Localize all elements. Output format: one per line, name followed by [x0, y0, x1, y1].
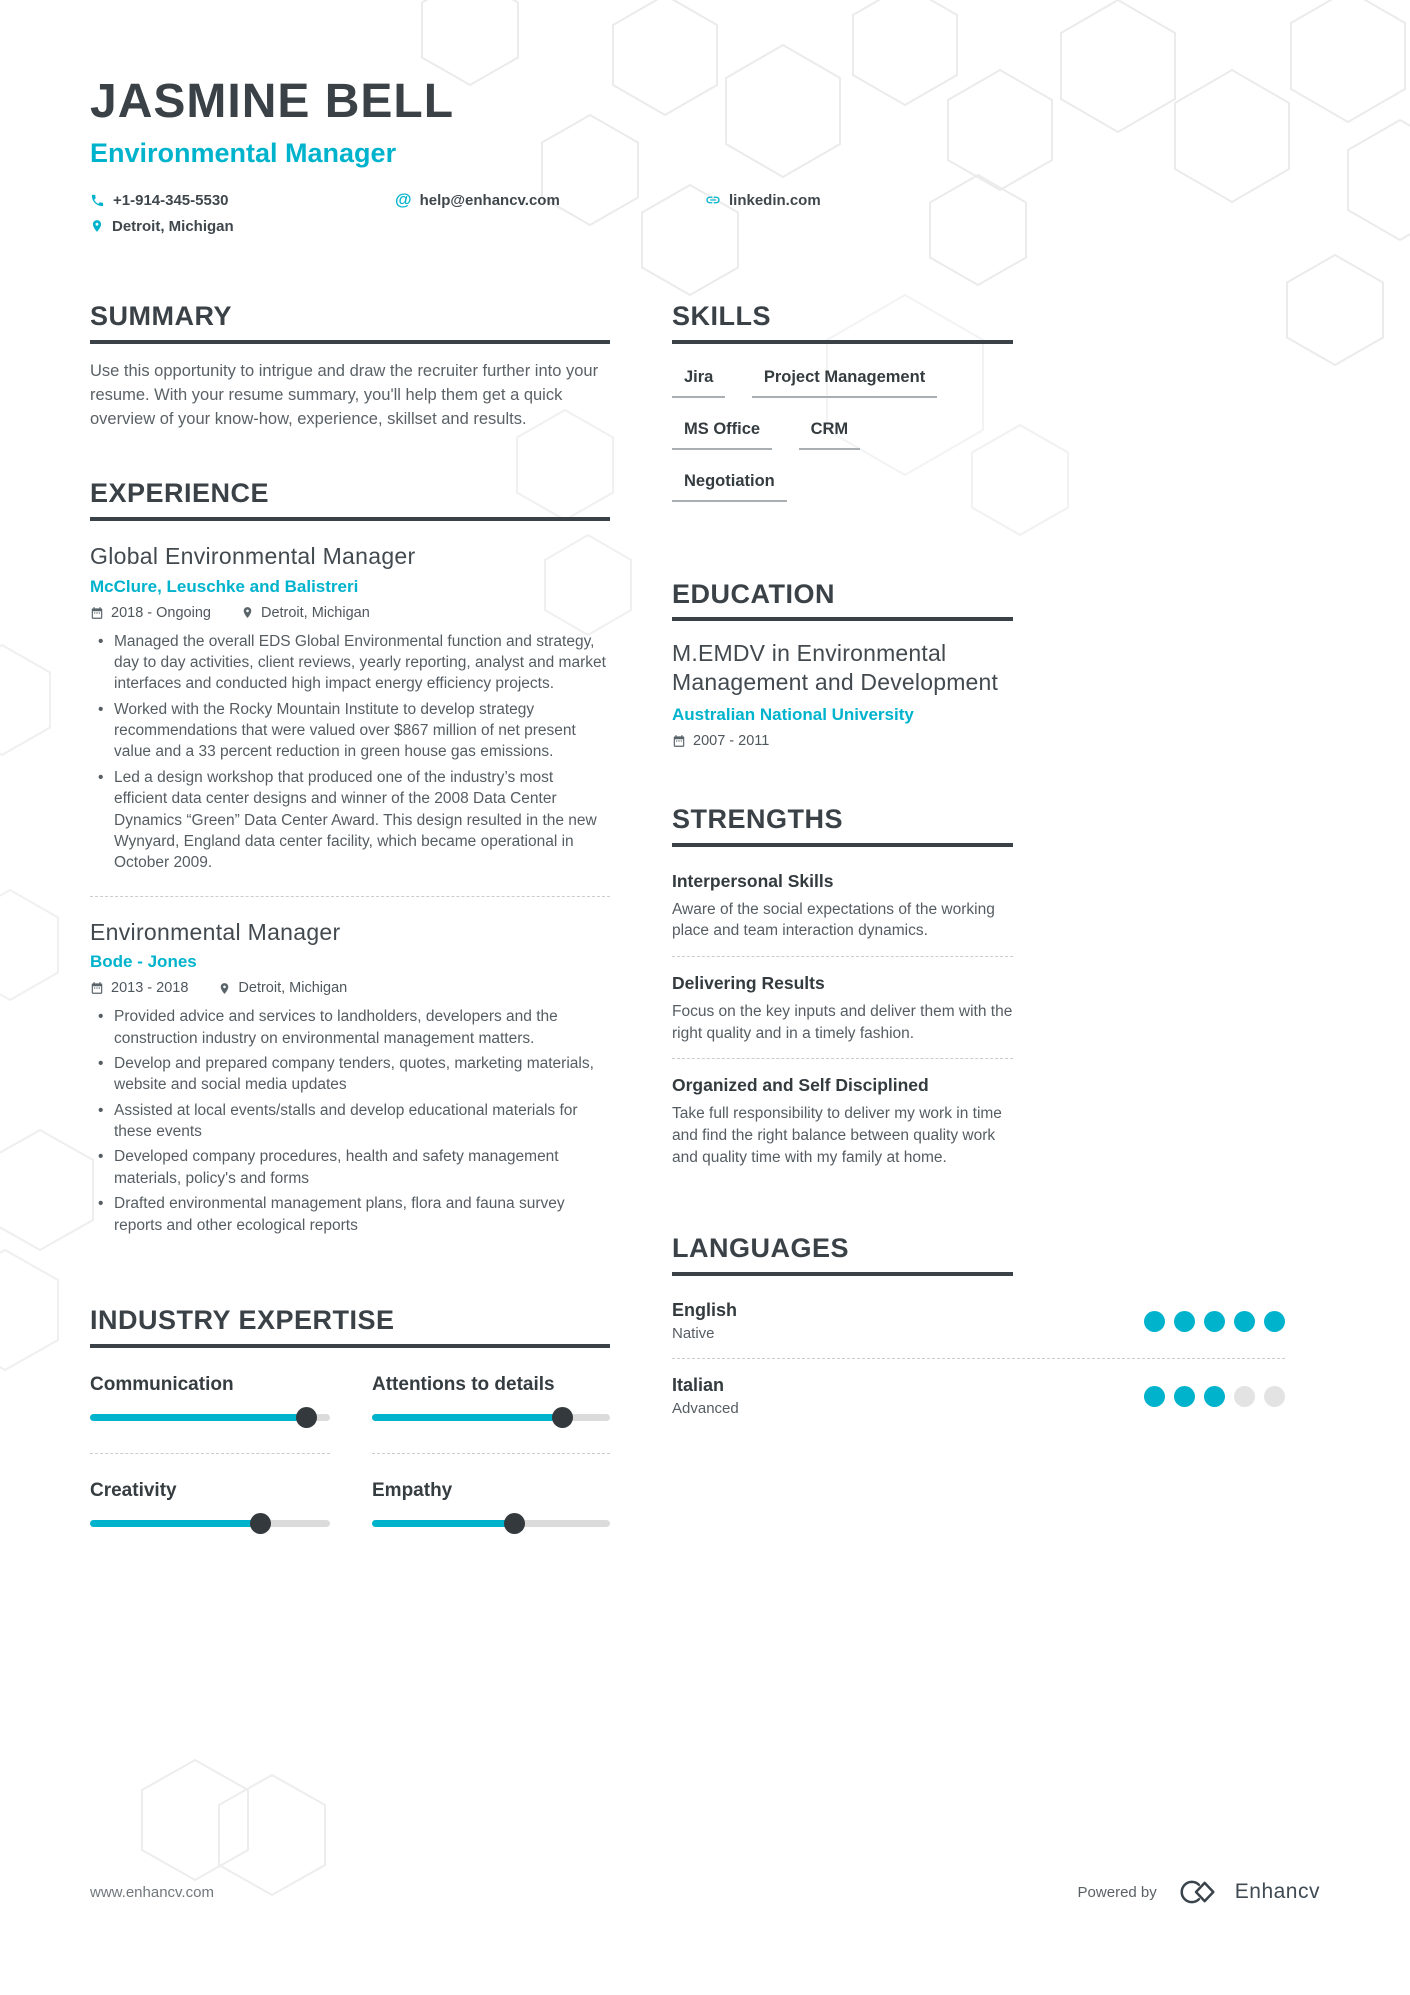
section-experience: [90, 479, 610, 1257]
education-degree: M.EMDV in Environmental Management and Development: [672, 640, 999, 696]
proficiency-dot-filled: [1174, 1386, 1195, 1407]
strength-text: Focus on the key inputs and deliver them with the right quality and in a timely fashion.: [672, 1002, 1013, 1042]
job-dates: 2018 - Ongoing: [90, 605, 211, 621]
expertise-slider: [90, 1520, 330, 1527]
languages-heading: LANGUAGES: [672, 1234, 1013, 1276]
language-name: English: [672, 1300, 738, 1321]
skill-item: MS Office: [672, 420, 772, 450]
phone-number: +1-914-345-5530: [113, 191, 229, 209]
proficiency-dot-filled: [1144, 1386, 1165, 1407]
language-item: [672, 1284, 1285, 1358]
expertise-label: Attentions to details: [372, 1373, 555, 1395]
contact-email[interactable]: [395, 190, 705, 210]
expertise-label: Creativity: [90, 1479, 177, 1501]
skills-heading: SKILLS: [672, 302, 1013, 344]
contact-info: [90, 187, 1330, 239]
proficiency-dot-filled: [1174, 1311, 1195, 1332]
skill-item: Jira: [672, 368, 725, 398]
slider-fill: [372, 1520, 515, 1527]
job-bullet: • Developed company procedures, health and safety management materials, policy's and forms: [90, 1146, 610, 1189]
section-strengths: [672, 805, 1013, 1183]
expertise-slider: [372, 1414, 610, 1421]
proficiency-dot-empty: [1234, 1386, 1255, 1407]
strength-item: [672, 855, 1013, 956]
expertise-label: Empathy: [372, 1479, 453, 1501]
powered-by-label: Powered by: [1077, 1883, 1157, 1901]
strengths-heading: STRENGTHS: [672, 805, 1013, 847]
contact-location: [90, 218, 234, 235]
footer-website-link[interactable]: www.enhancv.com: [90, 1883, 214, 1901]
calendar-icon: [90, 981, 104, 995]
strength-text: Take full responsibility to deliver my work in time and find the right balance between quality work and quality time with my family at home.: [672, 1105, 1002, 1166]
proficiency-dot-filled: [1204, 1311, 1225, 1332]
candidate-job-title: Environmental Manager: [90, 138, 397, 168]
strength-title: Interpersonal Skills: [672, 870, 834, 891]
job-bullet: • Worked with the Rocky Mountain Institute to develop strategy recommendations that were valued over $867 million of net present value and a 33 percent reduction in green house gas emissions.: [90, 699, 610, 763]
job-bullet: • Led a design workshop that produced one of the industry’s most efficient data center designs and winner of the 2008 Data Center Dynamics “Green” Data Center Award. This design resulted in the new Wynyard, England data center facility, which became operational in October 2009.: [90, 767, 610, 874]
education-school: Australian National University: [672, 704, 914, 724]
section-education: [672, 580, 1013, 749]
job-location: Detroit, Michigan: [218, 980, 347, 996]
experience-entry: [90, 896, 610, 1258]
enhancv-logo-icon: [1171, 1878, 1221, 1906]
slider-fill: [90, 1520, 260, 1527]
proficiency-dot-filled: [1234, 1311, 1255, 1332]
job-company: McClure, Leuschke and Balistreri: [90, 576, 359, 596]
skill-item: Project Management: [752, 368, 937, 398]
section-languages: [672, 1234, 1013, 1433]
brand-name: Enhancv: [1234, 1880, 1320, 1903]
language-level: Native: [672, 1325, 715, 1343]
proficiency-dot-filled: [1204, 1386, 1225, 1407]
strength-text: Aware of the social expectations of the working place and team interaction dynamics.: [672, 900, 995, 940]
language-level: Advanced: [672, 1400, 739, 1418]
job-bullet: • Assisted at local events/stalls and develop educational materials for these events: [90, 1100, 610, 1143]
calendar-icon: [672, 734, 686, 748]
location-text: Detroit, Michigan: [112, 217, 234, 235]
strength-title: Organized and Self Disciplined: [672, 1075, 929, 1096]
expertise-item: [90, 1374, 330, 1454]
experience-heading: EXPERIENCE: [90, 479, 610, 521]
slider-fill: [372, 1414, 562, 1421]
education-heading: EDUCATION: [672, 580, 1013, 622]
slider-knob: [552, 1407, 573, 1428]
language-item: [672, 1358, 1285, 1433]
strength-item: [672, 1058, 1013, 1182]
language-proficiency-dots: [1144, 1311, 1285, 1332]
summary-heading: SUMMARY: [90, 302, 610, 344]
expertise-slider: [372, 1520, 610, 1527]
section-skills: [672, 302, 1013, 524]
footer: [90, 1878, 1320, 1906]
linkedin-url: linkedin.com: [729, 191, 821, 209]
job-location: Detroit, Michigan: [241, 605, 370, 621]
job-bullets: [90, 1006, 610, 1236]
job-bullet: • Managed the overall EDS Global Environmental function and strategy, day to day activities, client reviews, yearly reporting, analyst and market interfaces and conducted high impact energy efficiency projects.: [90, 631, 610, 695]
contact-phone[interactable]: [90, 192, 395, 209]
experience-entry: [90, 521, 610, 896]
section-industry-expertise: [90, 1306, 610, 1527]
strength-item: [672, 956, 1013, 1058]
section-summary: [90, 302, 610, 431]
powered-by[interactable]: [1078, 1878, 1320, 1906]
industry-expertise-heading: INDUSTRY EXPERTISE: [90, 1306, 610, 1348]
link-icon: [705, 192, 721, 208]
left-column: [90, 302, 610, 1575]
job-bullet: • Provided advice and services to landholders, developers and the construction industry on environmental management matters.: [90, 1006, 610, 1049]
expertise-item: [372, 1480, 610, 1527]
right-column: [672, 302, 1013, 1481]
skill-item: Negotiation: [672, 472, 787, 502]
proficiency-dot-empty: [1264, 1386, 1285, 1407]
expertise-item: [90, 1480, 330, 1527]
job-title: Global Environmental Manager: [90, 543, 416, 570]
education-dates: 2007 - 2011: [672, 733, 1013, 749]
language-name: Italian: [672, 1375, 725, 1396]
slider-fill: [90, 1414, 306, 1421]
skill-item: CRM: [799, 420, 861, 450]
candidate-name: JASMINE BELL: [90, 75, 455, 128]
job-bullet: • Develop and prepared company tenders, quotes, marketing materials, website and social media updates: [90, 1053, 610, 1096]
location-pin-icon: [90, 219, 104, 233]
job-bullet: • Drafted environmental management plans, flora and fauna survey reports and other ecological reports: [90, 1193, 610, 1236]
job-bullets: [90, 631, 610, 874]
strength-title: Delivering Results: [672, 972, 825, 993]
job-title: Environmental Manager: [90, 918, 341, 945]
proficiency-dot-filled: [1264, 1311, 1285, 1332]
location-pin-icon: [241, 606, 254, 619]
summary-text: Use this opportunity to intrigue and draw the recruiter further into your resume. With your resume summary, you'll help them get a quick overview of your know-how, experience, skillset and results.: [90, 361, 599, 428]
job-dates: 2013 - 2018: [90, 980, 188, 996]
slider-knob: [504, 1513, 525, 1534]
language-proficiency-dots: [1144, 1386, 1285, 1407]
slider-knob: [296, 1407, 317, 1428]
contact-linkedin[interactable]: [705, 192, 821, 209]
email-address: help@enhancv.com: [419, 191, 560, 209]
location-pin-icon: [218, 982, 231, 995]
calendar-icon: [90, 606, 104, 620]
job-company: Bode - Jones: [90, 952, 197, 972]
expertise-item: [372, 1374, 610, 1454]
phone-icon: [90, 193, 105, 208]
slider-knob: [250, 1513, 271, 1534]
proficiency-dot-filled: [1144, 1311, 1165, 1332]
header: [90, 75, 1330, 239]
expertise-slider: [90, 1414, 330, 1421]
expertise-label: Communication: [90, 1373, 234, 1395]
email-icon: @: [395, 190, 412, 209]
